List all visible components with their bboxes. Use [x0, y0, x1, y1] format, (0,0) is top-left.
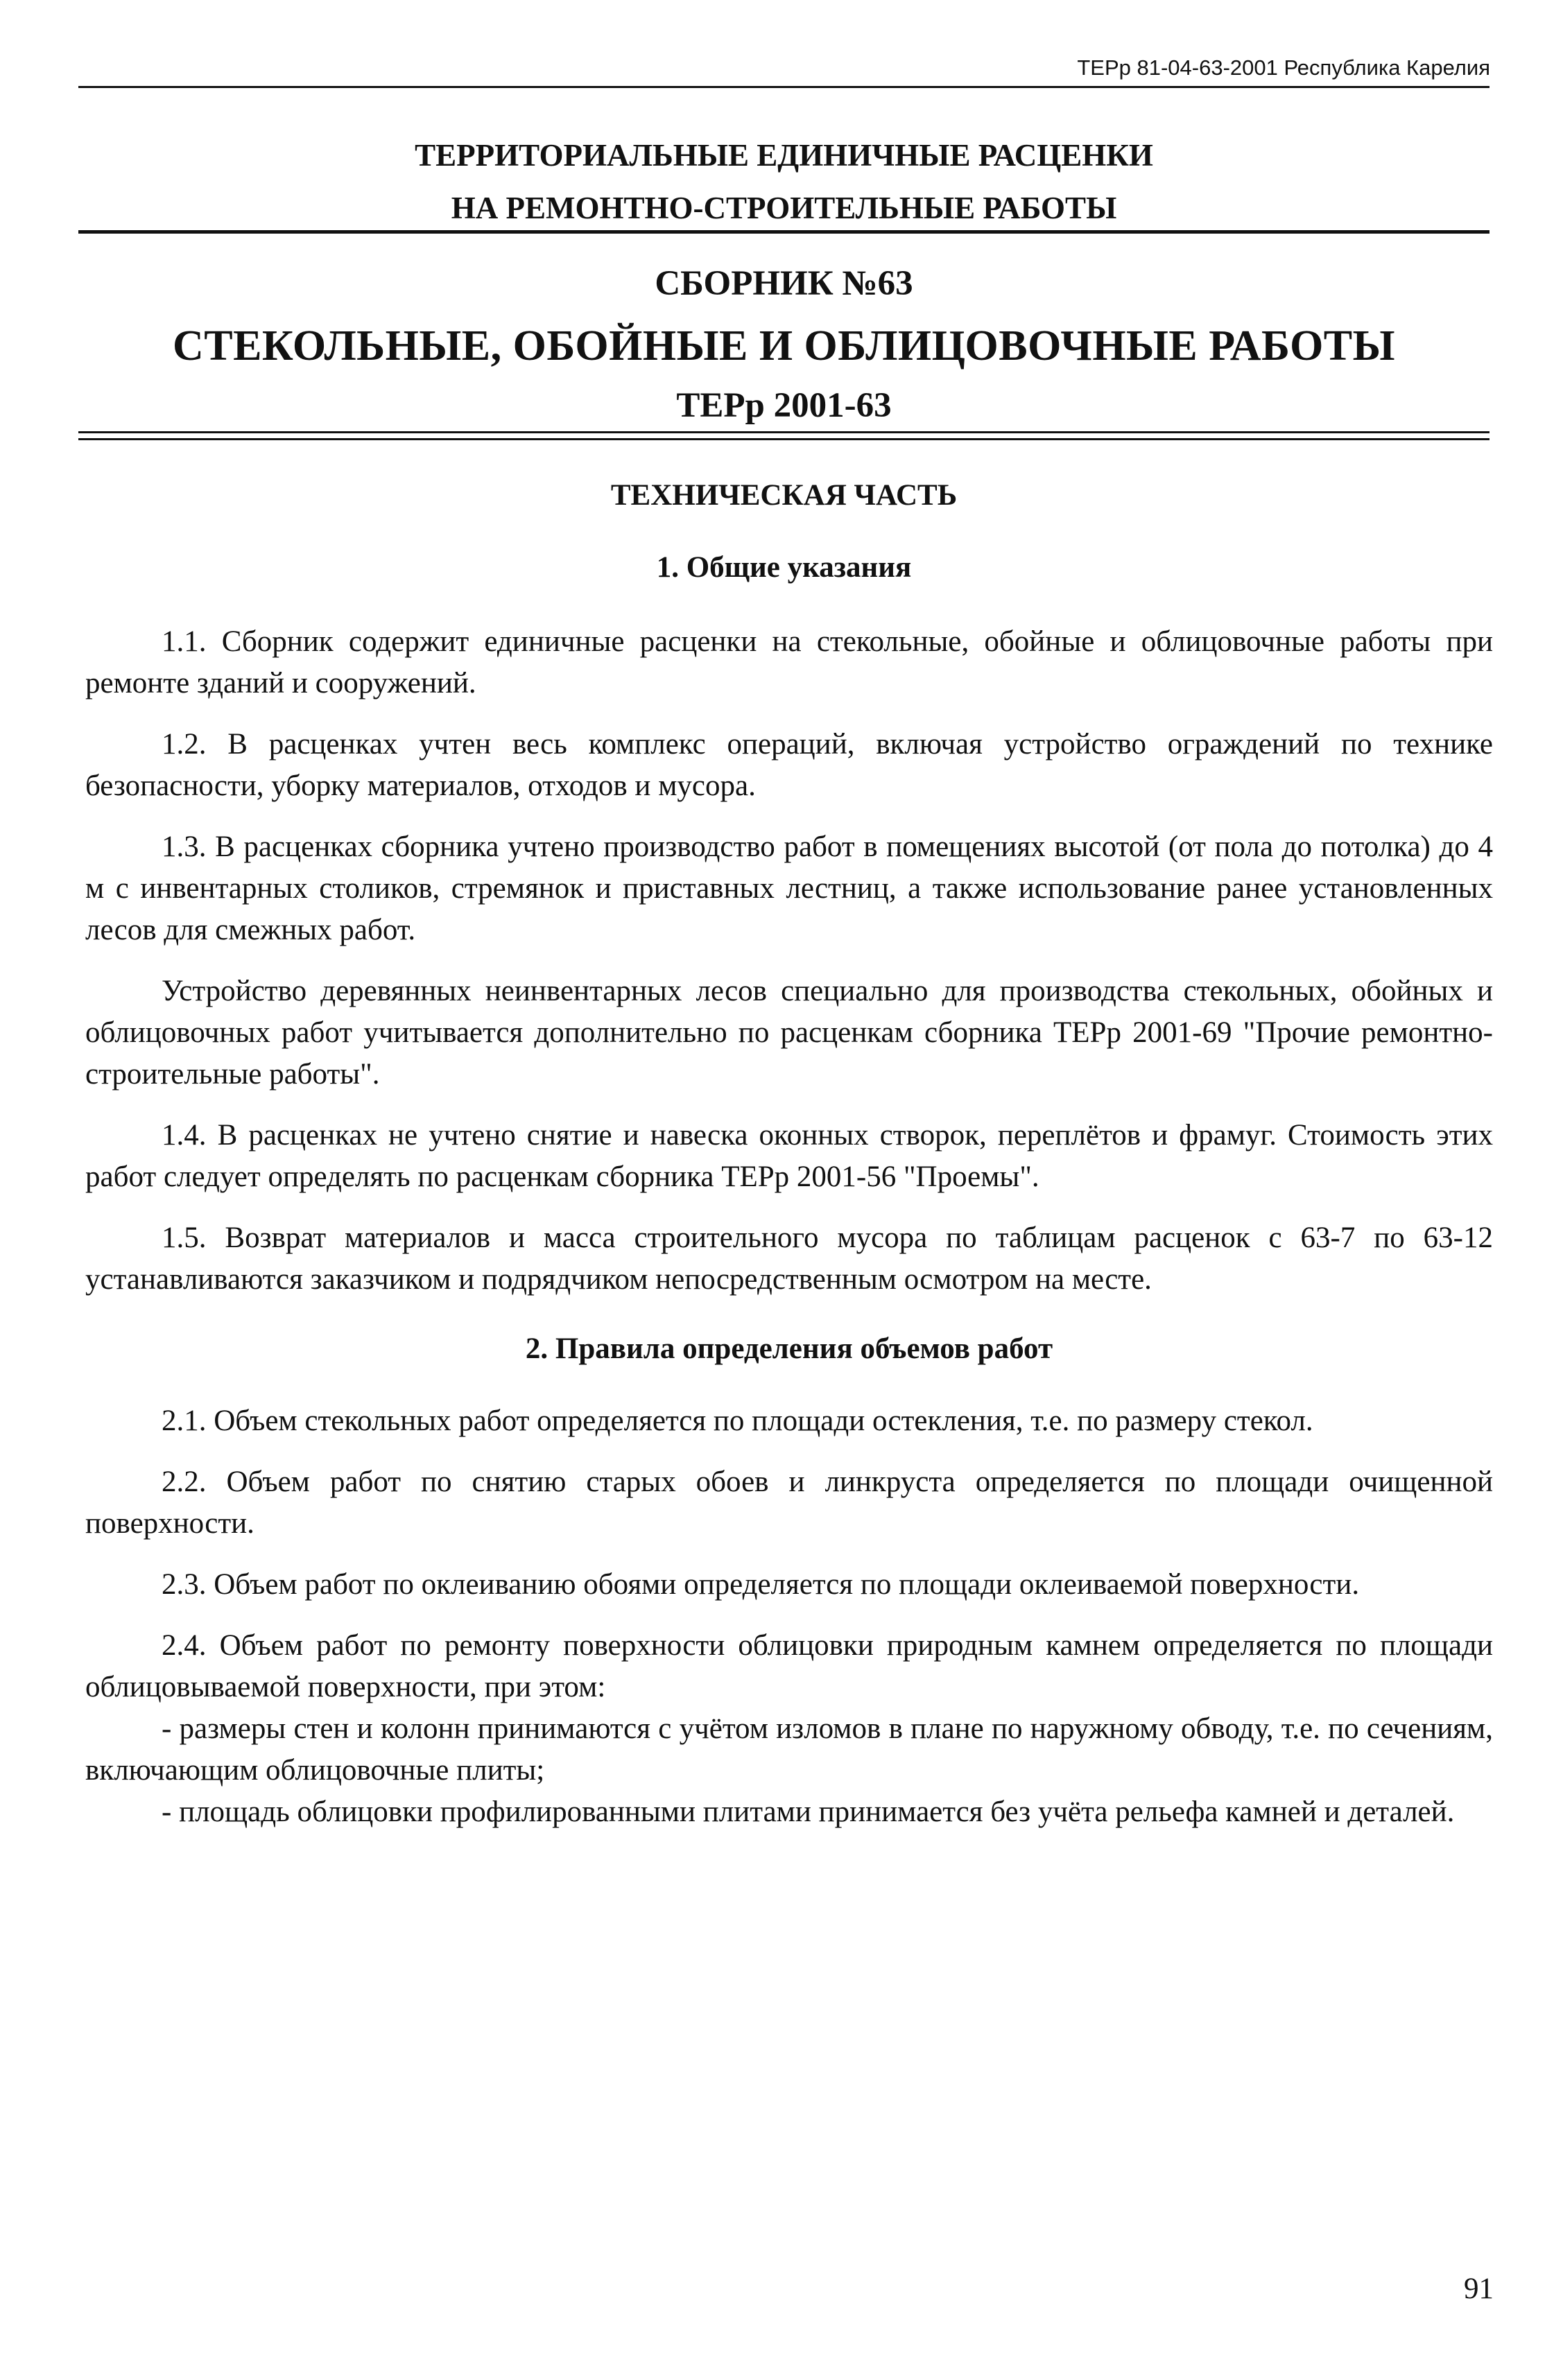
- paragraph-2-4: 2.4. Объем работ по ремонту поверхности облицовки природным камнем определяется по площади облицовываемой поверхности, при этом:: [85, 1629, 1493, 1703]
- double-rule-top: [78, 431, 1489, 433]
- title-line-2: НА РЕМОНТНО-СТРОИТЕЛЬНЫЕ РАБОТЫ: [451, 191, 1117, 225]
- header-rule: [78, 86, 1489, 88]
- collection-number: СБОРНИК №63: [655, 264, 913, 303]
- document-body: [85, 621, 1493, 1833]
- double-rule-bottom: [78, 438, 1489, 440]
- part-title: ТЕХНИЧЕСКАЯ ЧАСТЬ: [610, 479, 958, 512]
- dash-item-profiled-plates: - площадь облицовки профилированными плитами принимается без учёта рельефа камней и деталей.: [162, 1796, 1455, 1828]
- paragraph-1-4: 1.4. В расценках не учтено снятие и навеска оконных створок, переплётов и фрамуг. Стоимость этих работ следует определять по расценкам сборника ТЕРр 2001-56 "Проемы".: [85, 1119, 1493, 1193]
- title-line-1: ТЕРРИТОРИАЛЬНЫЕ ЕДИНИЧНЫЕ РАСЦЕНКИ: [415, 138, 1153, 173]
- dash-item-walls-columns: - размеры стен и колонн принимаются с учётом изломов в плане по наружному обводу, т.е. по сечениям, включающим облицовочные плиты;: [85, 1712, 1493, 1787]
- paragraph-2-1: 2.1. Объем стекольных работ определяется по площади остекления, т.е. по размеру стекол.: [162, 1405, 1313, 1437]
- paragraph-1-3: 1.3. В расценках сборника учтено производство работ в помещениях высотой (от пола до потолка) до 4 м с инвентарных столиков, стремянок и приставных лестниц, а также использование ранее установленных лесов для смежных работ.: [85, 831, 1493, 946]
- running-header: ТЕРр 81-04-63-2001 Республика Карелия: [1077, 55, 1490, 80]
- paragraph-1-2: 1.2. В расценках учтен весь комплекс операций, включая устройство ограждений по технике безопасности, уборку материалов, отходов и мусора.: [85, 728, 1493, 802]
- paragraph-1-5: 1.5. Возврат материалов и масса строительного мусора по таблицам расценок с 63-7 по 63-12 устанавливаются заказчиком и подрядчиком непосредственным осмотром на месте.: [85, 1222, 1493, 1296]
- title-rule: [78, 230, 1489, 234]
- paragraph-2-3: 2.3. Объем работ по оклеиванию обоями определяется по площади оклеиваемой поверхности.: [162, 1568, 1360, 1601]
- paragraph-2-2: 2.2. Объем работ по снятию старых обоев и линкруста определяется по площади очищенной поверхности.: [85, 1466, 1493, 1540]
- paragraph-1-3-scaffolding: Устройство деревянных неинвентарных лесов специально для производства стекольных, обойных и облицовочных работ учитывается дополнительно по расценкам сборника ТЕРр 2001-69 "Прочие ремонтно-строительные работы".: [85, 975, 1493, 1091]
- collection-name: СТЕКОЛЬНЫЕ, ОБОЙНЫЕ И ОБЛИЦОВОЧНЫЕ РАБОТЫ: [172, 322, 1396, 370]
- page-number: 91: [1464, 2273, 1494, 2305]
- paragraph-1-1: 1.1. Сборник содержит единичные расценки на стекольные, обойные и облицовочные работы при ремонте зданий и сооружений.: [85, 625, 1493, 700]
- collection-code: ТЕРр 2001-63: [676, 386, 892, 425]
- section-1-heading: 1. Общие указания: [656, 551, 912, 584]
- section-2-heading: 2. Правила определения объемов работ: [525, 1332, 1053, 1365]
